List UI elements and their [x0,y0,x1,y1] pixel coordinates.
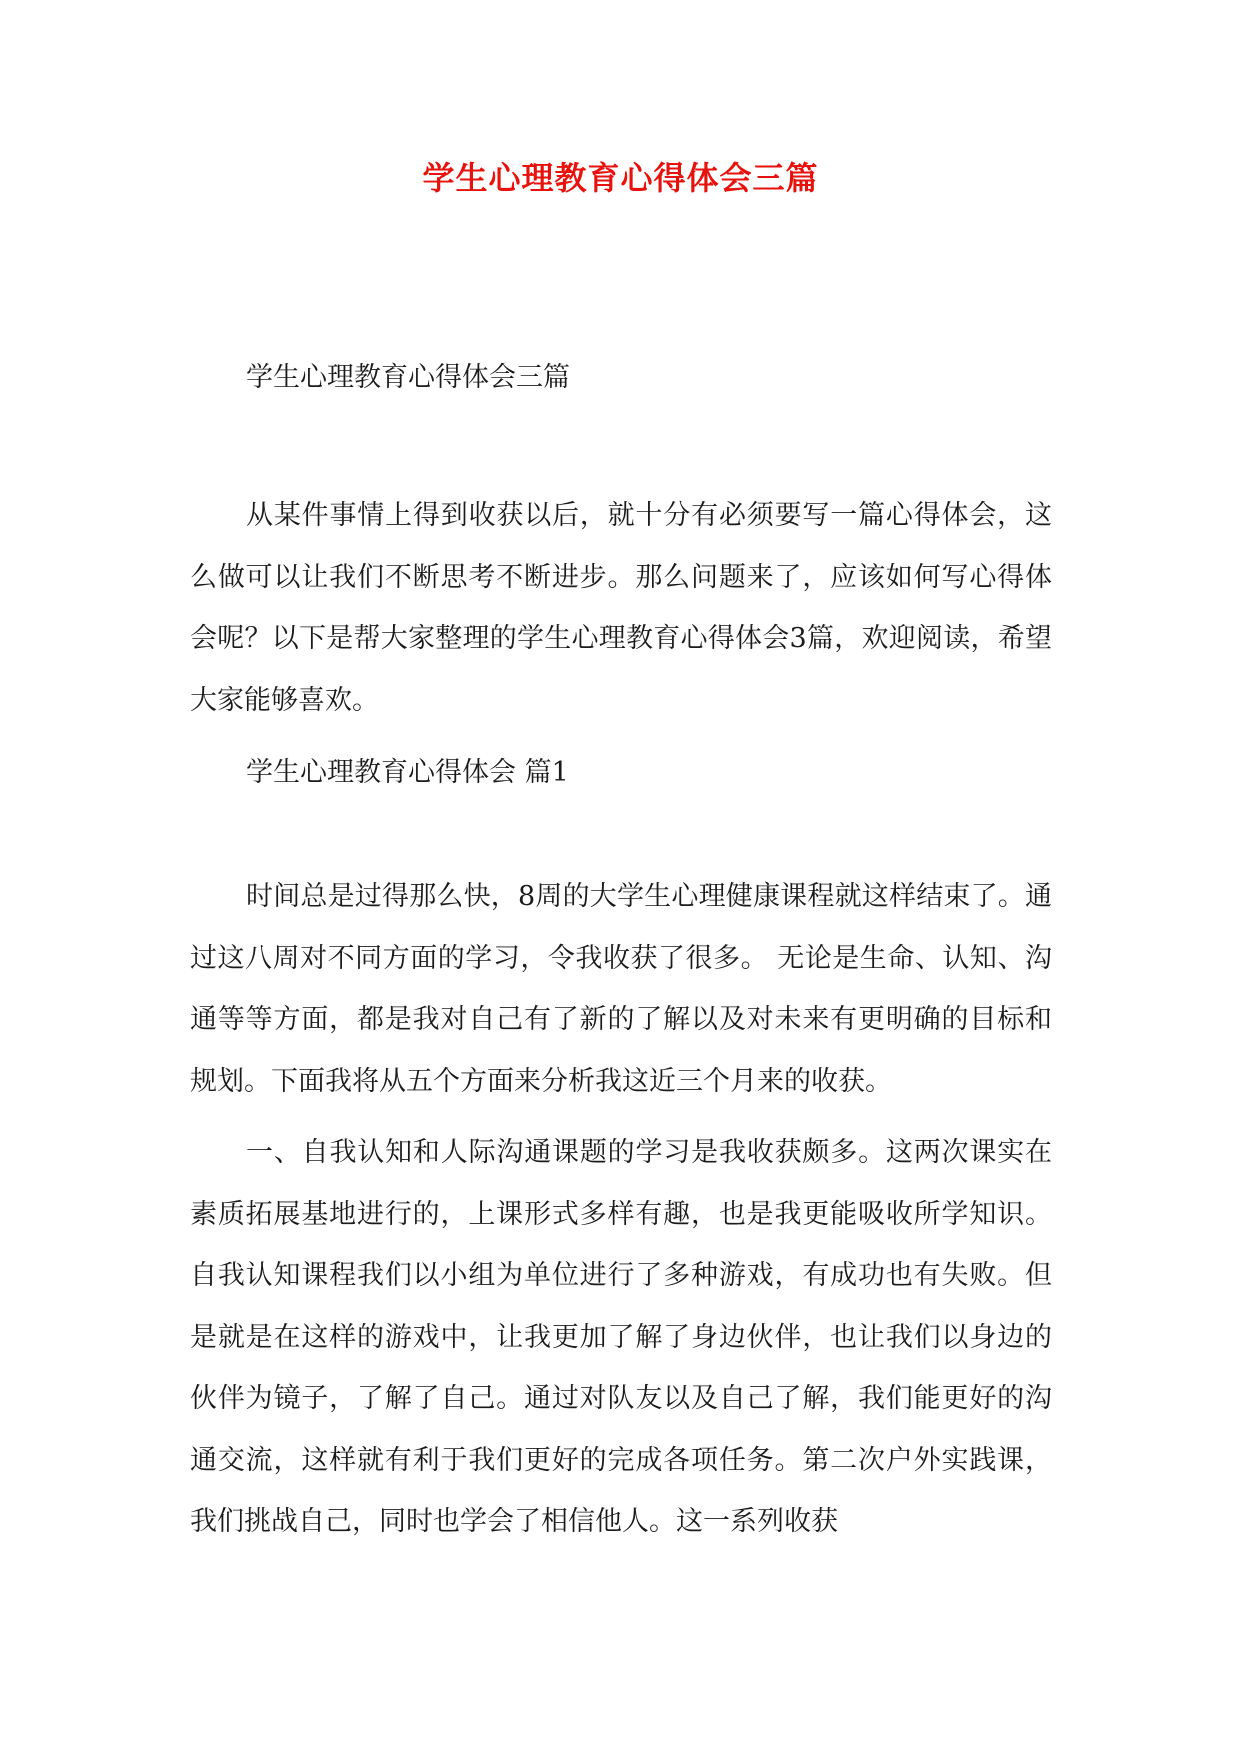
body-paragraph: 时间总是过得那么快，8周的大学生心理健康课程就这样结束了。通过这八周对不同方面的学习，令我收获了很多。 无论是生命、认知、沟通等等方面，都是我对自己有了新的了解以及对未来有更明确的目标和规划。下面我将从五个方面来分析我这近三个月来的收获。 [190,881,1052,1097]
section-heading: 学生心理教育心得体会 篇1 [246,757,569,788]
document-subtitle: 学生心理教育心得体会三篇 [246,362,570,393]
intro-paragraph: 从某件事情上得到收获以后，就十分有必须要写一篇心得体会，这么做可以让我们不断思考不断进步。那么问题来了，应该如何写心得体会呢？以下是帮大家整理的学生心理教育心得体会3篇，欢迎阅读，希望大家能够喜欢。 [190,500,1052,716]
body-paragraph: 一、自我认知和人际沟通课题的学习是我收获颇多。这两次课实在素质拓展基地进行的，上课形式多样有趣，也是我更能吸收所学知识。自我认知课程我们以小组为单位进行了多种游戏，有成功也有失败。但是就是在这样的游戏中，让我更加了解了身边伙伴，也让我们以身边的伙伴为镜子，了解了自己。通过对队友以及自己了解，我们能更好的沟通交流，这样就有利于我们更好的完成各项任务。第二次户外实践课，我们挑战自己，同时也学会了相信他人。这一系列收获 [190,1137,1052,1537]
document-title: 学生心理教育心得体会三篇 [422,159,819,197]
